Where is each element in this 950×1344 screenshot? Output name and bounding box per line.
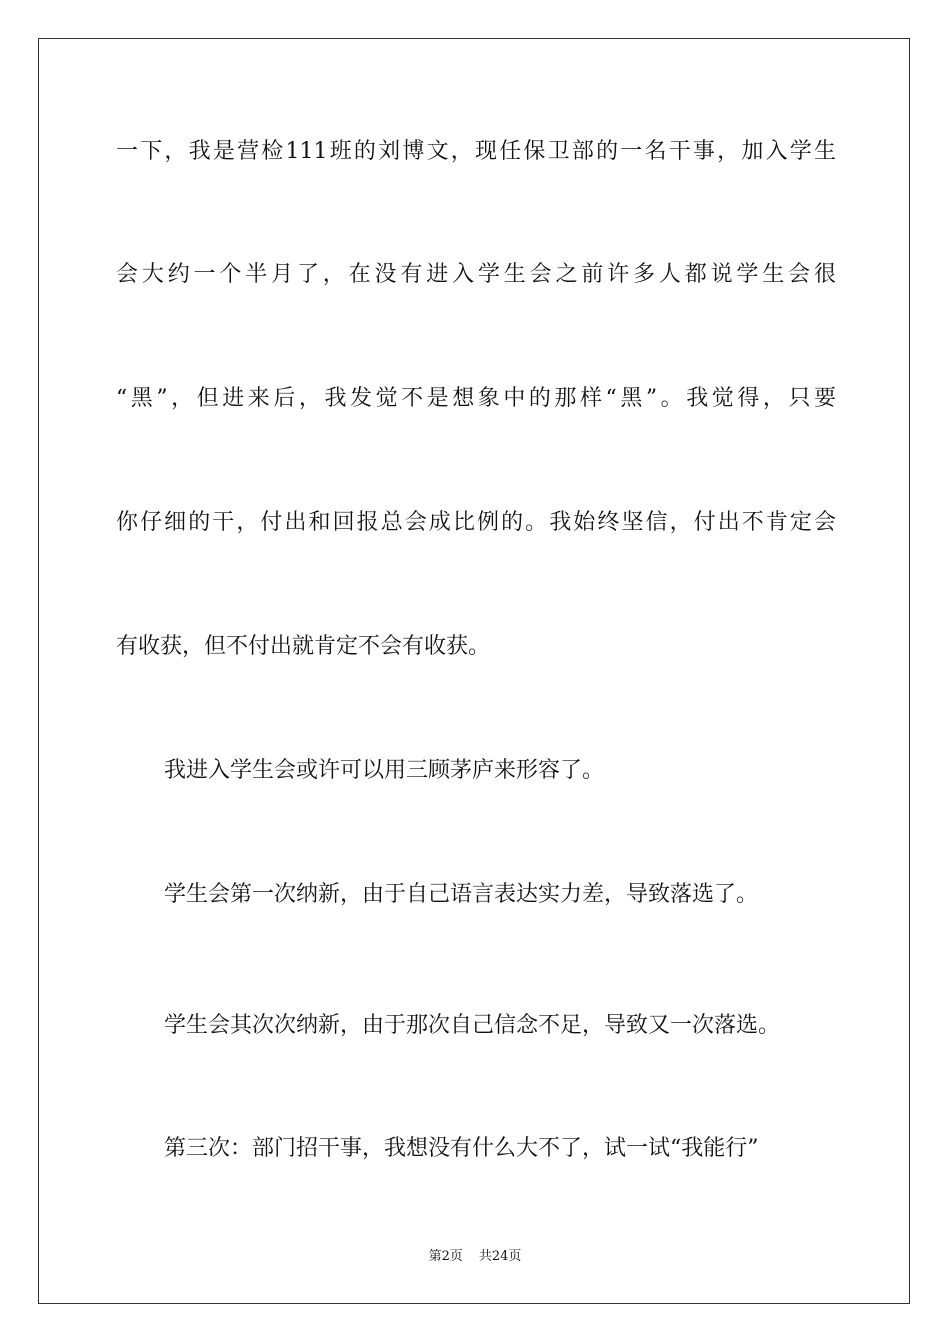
body-line-4: 你仔细的干，付出和回报总会成比例的。我始终坚信，付出不肯定会 [116,510,836,535]
paragraph-4: 学生会其次次纳新，由于那次自己信念不足，导致又一次落选。 [164,1013,781,1038]
body-line-2: 会大约一个半月了，在没有进入学生会之前许多人都说学生会很 [116,262,836,287]
body-line-1: 一下，我是营检111班的刘博文，现任保卫部的一名干事，加入学生 [116,139,836,164]
paragraph-2: 我进入学生会或许可以用三顾茅庐来形容了。 [164,758,605,783]
body-line-5: 有收获，但不付出就肯定不会有收获。 [116,634,491,659]
page-footer [0,1248,950,1266]
body-line-3: “黑”，但进来后，我发觉不是想象中的那样“黑”。我觉得，只要 [116,386,836,411]
paragraph-3: 学生会第一次纳新，由于自己语言表达实力差，导致落选了。 [164,882,759,907]
page-number: 第2页 [428,1249,463,1264]
page-total: 共24页 [478,1249,522,1264]
page-border [38,38,910,1304]
paragraph-5: 第三次：部门招干事，我想没有什么大不了，试一试“我能行” [164,1136,759,1161]
